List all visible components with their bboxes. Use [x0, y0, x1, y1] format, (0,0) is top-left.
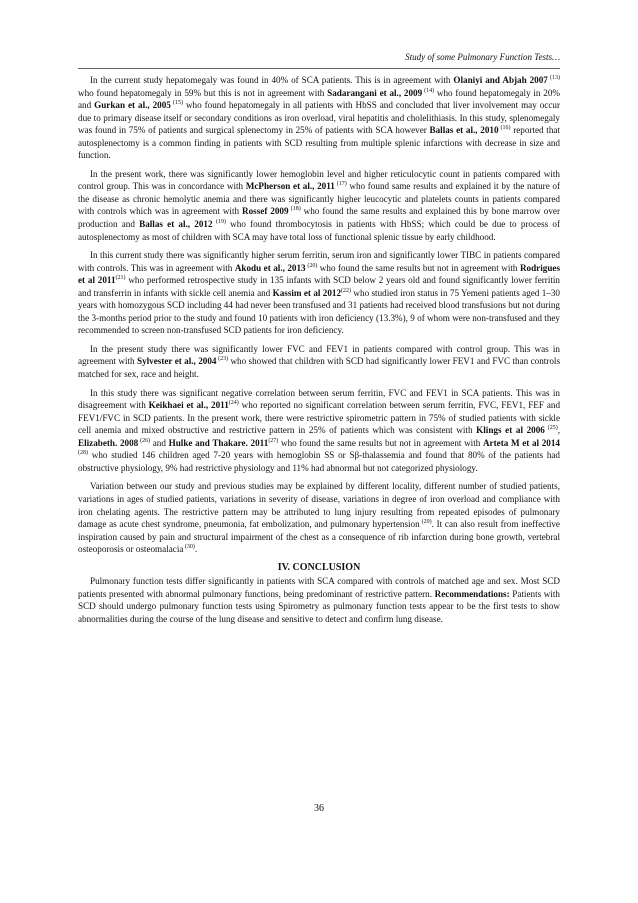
citation-author: Olaniyi and Abjah 2007 [453, 75, 548, 85]
paragraph-hemoglobin [78, 168, 560, 243]
citation-author: Elizabeth. 2008 [78, 437, 139, 448]
citation-author: Recommendations: [434, 588, 510, 599]
citation-ref: (21) [115, 275, 126, 282]
citation-author: Gurkan et al., 2005 [94, 100, 171, 111]
citation-ref: (16) [498, 125, 511, 132]
text-run: . It can also result from ineffective inspiration caused by pain and structural impairment of the chest as a consequence of rib infarction during bone growth, vertebral osteoporosis or osteomalacia [78, 519, 560, 555]
citation-ref: (25) [544, 425, 558, 432]
citation-author: Akodu et al., 2013 [234, 262, 306, 273]
text-run: who found same results and explained it by the nature of the disease as chronic hemolytic anemia and there was significantly higher leucocytic and platelets counts in patients compared with controls which was in agreement with [78, 181, 561, 217]
citation-ref: (19) [212, 219, 226, 226]
text-run: , [557, 425, 561, 436]
text-run: Patients with SCD should undergo pulmonary function tests using Spirometry as pulmonary function tests appear to be the first tests to show abnormalities during the course of the lung disease and sensitive to detect and confirm lung disease. [78, 588, 560, 624]
running-header: Study of some Pulmonary Function Tests… [405, 52, 560, 62]
text-run: who found thrombocytosis in patients with HbSS; which could be due to process of autosplenectomy as most of children with SCA may have total loss of functional splenic tissue by early childhood. [78, 219, 560, 242]
citation-author: Kassim et al 2012 [272, 287, 342, 298]
citation-ref: (15) [170, 100, 184, 107]
paragraph-correlation [78, 387, 560, 475]
citation-ref: (24) [228, 400, 239, 407]
paragraph-hepatomegaly [78, 74, 560, 162]
text-run: who found the same results but not in agreement with [278, 437, 483, 448]
paragraph-fvc [78, 343, 560, 381]
citation-author: Sadarangani et al., 2009 [327, 87, 423, 98]
citation-ref: (30) [183, 544, 195, 551]
text-run: who studied iron status in 75 Yemeni patients aged 1–30 years with homozygous SCD including 44 had never been transfused and 31 patients had received blood transfusions but not during the 3-months period prior to the study and found 10 patients with iron deficiency (13.3%), 9 of whom were non-transfused and they recommended to screen non-transfused SCD patients for iron deficiency. [78, 287, 560, 336]
text-run: . [194, 544, 198, 555]
text-run: who performed retrospective study in 135 infants with SCD below 2 years old and found significantly lower ferritin and transferrin in infants with sickle cell anemia and [78, 275, 560, 298]
text-run: who showed that children with SCD had significantly lower FEV1 and FVC than controls matched for sex, race and height. [78, 356, 560, 380]
paragraph-ferritin [78, 249, 560, 337]
text-run: In the present work, there was significantly lower hemoglobin level and higher reticulocytic count in patients compared with control group. This was in concordance with [78, 168, 560, 192]
text-run: reported that autosplenectomy is a common finding in patients with SCD resulting from multiple splenic infarctions with decrease in size and function. [78, 125, 560, 161]
page-number: 36 [314, 803, 324, 814]
text-run: In the present study there was significantly lower FVC and FEV1 in patients compared with control group. This was in agreement with [78, 343, 560, 367]
text-run: who studied 146 children aged 7-20 years with hemoglobin SS or Sβ-thalassemia and found that 80% of the patients had obstructive physiology, 9% had restrictive physiology and 11% had abnormal but not categorized physiology. [78, 450, 560, 473]
text-run: Variation between our study and previous studies may be explained by different locality, different number of studied patients, variations in ages of studied patients, variations in severity of disease, variations in degree of iron overload and compliance with iron chelating agents. The restrictive pattern may be attributed to lung injury resulting from repeated episodes of pulmonary damage as acute chest syndrome, pneumonia, fat embolization, and pulmonary hypertension [78, 481, 560, 530]
text-run: who found hepatomegaly in 20% and [78, 87, 560, 111]
text-run: who reported no significant correlation between serum ferritin, FVC, FEV1, FEF and FEV1/FVC in SCD patients. In the present work, there were restrictive spirometric pattern in 75% of studied patients with sickle cell anemia and mixed obstructive and restrictive pattern in 25% of patients which was consistent with [78, 400, 561, 436]
citation-author: Arteta M et al 2014 [482, 437, 560, 448]
citation-author: Klings et al 2006 [476, 425, 545, 436]
text-run: Pulmonary function tests differ significantly in patients with SCA compared with controls of matched age and sex. Most SCD patients presented with abnormal pulmonary functions, being predominant of restrictive pattern. [78, 576, 560, 599]
citation-author: Ballas et al., 2010 [429, 125, 499, 136]
text-run: who found hepatomegaly in all patients with HbSS and concluded that liver involvement may occur due to primary disease itself or secondary conditions as iron overload, viral hepatitis and cholelithiasis. In this study, splenomegaly was found in 75% of patients and surgical splenectomy in 25% of patients with SCA however [78, 100, 560, 136]
citation-ref: (18) [288, 206, 301, 213]
citation-ref: (28) [78, 450, 88, 457]
text-run: who found the same results but not in agreement with [317, 262, 520, 273]
citation-ref: (17) [334, 181, 347, 188]
citation-ref: (13) [547, 75, 560, 81]
citation-ref: (26) [138, 437, 151, 444]
citation-ref: (29) [419, 519, 432, 526]
citation-ref: (14) [422, 87, 435, 94]
citation-author: Sylvester et al., 2004 [137, 356, 217, 367]
text-run: In this study there was significant negative correlation between serum ferritin, FVC and FEV1 in SCA patients. This was in disagreement with [78, 387, 560, 411]
citation-author: McPherson et al., 2011 [245, 181, 335, 192]
article-body [78, 74, 560, 625]
text-run: who found the same results and explained this by bone marrow over production and [78, 206, 561, 230]
paragraph-variation [78, 480, 560, 555]
citation-author: Ballas et al., 2012 [139, 219, 213, 230]
paragraph-conclusion [78, 575, 560, 625]
text-run: and [150, 437, 169, 448]
text-run: In this current study there was significantly higher serum ferritin, serum iron and significantly lower TIBC in patients compared with controls. This was in agreement with [78, 250, 560, 273]
citation-ref: (27) [268, 437, 279, 444]
citation-author: Hulke and Thakare. 2011 [168, 437, 269, 448]
citation-ref: (23) [216, 356, 229, 363]
text-run: In the current study hepatomegaly was found in 40% of SCA patients. This is in agreement with [90, 75, 454, 85]
citation-author: Keikhaei et al., 2011 [148, 400, 229, 411]
header-rule [78, 68, 560, 69]
citation-author: Rodrigues et al 2011 [78, 262, 560, 286]
citation-ref: (20) [305, 262, 318, 269]
text-run: who found hepatomegaly in 59% but this is not in agreement with [78, 87, 328, 98]
conclusion-heading: IV. CONCLUSION [277, 561, 361, 573]
citation-author: Rossef 2009 [242, 206, 289, 217]
citation-ref: (22) [341, 287, 352, 294]
